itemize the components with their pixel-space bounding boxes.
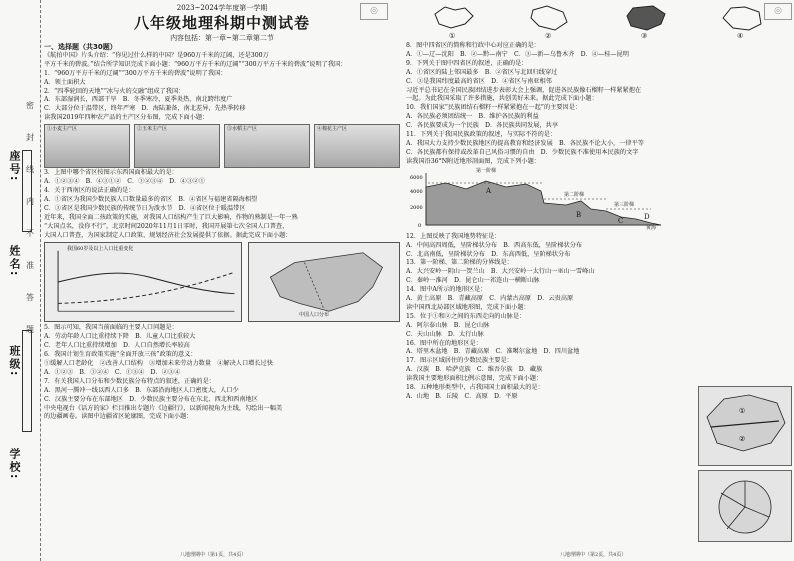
question-text: 11．下列关于我国民族政策的叙述，与实际不符的是： bbox=[406, 131, 557, 139]
map-caption: 中国人口分布 bbox=[299, 311, 330, 318]
profile-letter: D bbox=[644, 212, 650, 221]
question-text: 平方千米的碧波。”结合所学知识完成下面小题：“960万平方千米的辽阔”“300万平方千米的碧波”说明了我国： bbox=[44, 60, 347, 68]
question-text: A．①②③ B．①②④ C．①③④ D．②③④ bbox=[44, 368, 181, 376]
question-text: A．①省区的陆上邻国最多 B．②省区与北回归线穿过 bbox=[406, 68, 558, 76]
profile-letter: A bbox=[486, 186, 492, 195]
question-text: A．塔里木盆地 B．青藏高原 C．准噶尔盆地 D．四川盆地 bbox=[406, 348, 580, 356]
question-text: C．北高南低，呈阶梯状分布 D．东高西低，呈阶梯状分布 bbox=[406, 250, 571, 258]
province-outline-maps bbox=[406, 4, 790, 40]
svg-text:①: ① bbox=[739, 407, 746, 415]
stage-one-label: 第一阶梯 bbox=[476, 167, 497, 174]
page-footer: 八地理期中（第2页，共4页） bbox=[560, 552, 627, 558]
svg-text:6000: 6000 bbox=[410, 174, 423, 181]
binding-margin bbox=[0, 0, 41, 561]
question-text: A．东部湿润长，西部干旱 B．冬季寒冷，夏季炎热，南北跨纬度广 bbox=[44, 96, 233, 104]
question-text: ①缓解人口老龄化 ②改善人口结构 ③增加未来劳动力数量 ④解决人口增长过快 bbox=[44, 360, 273, 368]
population-line-chart bbox=[44, 242, 242, 322]
china-population-map bbox=[248, 242, 400, 322]
question-text: 12．上图反映了我国地势特征是： bbox=[406, 232, 501, 240]
question-text: C．汉族主要分布在东部地区 D．少数民族主要分布在东北、西北和西南地区 bbox=[44, 395, 258, 403]
question-text: “大国点名，没你不行”，北京时间2020年11月1日零时，我国开展第七次全国人口普查， bbox=[44, 222, 289, 230]
question-text: 14．图中A所示的地形区是： bbox=[406, 286, 487, 294]
profile-letter: C bbox=[618, 216, 624, 225]
question-text: 读我国沿36°N附近地形剖面图，完成下列小题： bbox=[406, 157, 540, 165]
svg-text:0: 0 bbox=[418, 222, 422, 229]
question-text: 读我国2019年四种农产品的主产区分布图，完成下面小题： bbox=[44, 114, 209, 122]
question-text: A．大兴安岭一阴山一贺兰山 B．大兴安岭一太行山一巫山一雪峰山 bbox=[406, 268, 595, 276]
question-text: 2．“四季轮回的天地”“冰与火的交融”组成了我国： bbox=[44, 87, 185, 95]
province-map: ① bbox=[431, 4, 477, 32]
question-text: 一起。为此我国采取了许多措施，共创美好未来。据此完成下面小题： bbox=[406, 95, 598, 103]
svg-text:2000: 2000 bbox=[410, 204, 423, 211]
crop-photo: ①小麦主产区 bbox=[44, 124, 130, 168]
question-text: A．汉族 B．哈萨克族 C．维吾尔族 D．藏族 bbox=[406, 366, 543, 374]
question-text: 习近平总书记在全国民族团结进步表彰大会上强调，促进各民族像石榴籽一样紧紧抱在 bbox=[406, 86, 642, 94]
question-text: A．①省区为我国少数民族人口数量最多的省区 B．④省区与福建省隔海相望 bbox=[44, 195, 258, 203]
question-text: C．天山山脉 D．太行山脉 bbox=[406, 330, 484, 338]
question-text: C．各民族要成为一个民族 D．各民族共同发展，共享 bbox=[406, 122, 559, 130]
question-text: A．①—辽—沈阳 B．②—黔—南宁 C．③—新—乌鲁木齐 D．④—桂—昆明 bbox=[406, 50, 629, 58]
province-map: ② bbox=[527, 4, 573, 32]
question-text: 3．上图中哪个省区按图示东西国面积最大的是： bbox=[44, 169, 178, 177]
question-text: 大国人口普查，为国家制定人口政策、规划经济社会发展提供了依据。据此完成下面小题： bbox=[44, 231, 292, 239]
crop-photo: ②玉米主产区 bbox=[134, 124, 220, 168]
question-text: A．黄土高原 B．青藏高原 C．内蒙古高原 D．云贵高原 bbox=[406, 295, 574, 303]
question-text: 7．有关我国人口分布和少数民族分布特点的叙述，正确的是： bbox=[44, 377, 215, 385]
crop-photo: ③水稻主产区 bbox=[224, 124, 310, 168]
question-text: C．老年人口比重持续增加 D．人口自然增长率较高 bbox=[44, 342, 190, 350]
crop-figures bbox=[44, 124, 400, 168]
question-text: 读中国西北局部区域地形图，完成下面小题： bbox=[406, 303, 530, 311]
profile-letter: B bbox=[576, 210, 582, 219]
question-text: C．大部分位于温带区，终年严寒 D．海陆兼备，南北差异，先热季转移 bbox=[44, 105, 246, 113]
terrain-profile bbox=[406, 169, 790, 231]
question-text: A．领土面积大 bbox=[44, 78, 86, 86]
question-text: 读我国主要地形面积比例示意图，完成下面小题： bbox=[406, 375, 543, 383]
question-text: A．阿尔泰山脉 B．昆仑山脉 bbox=[406, 321, 490, 329]
exam-title: 八年级地理科期中测试卷 bbox=[133, 14, 310, 32]
exam-header bbox=[44, 4, 400, 43]
question-text: 1．“960万平方千米的辽阔”“300万平方千米的碧波”说明了我国： bbox=[44, 69, 227, 77]
question-text: 10．我们国家“民族团结石榴籽一样紧紧抱在一起”的主要因是： bbox=[406, 104, 582, 112]
question-text: 15．位于①和②之间的东西走向的山脉是： bbox=[406, 312, 526, 320]
page-right bbox=[406, 4, 790, 402]
svg-text:4000: 4000 bbox=[410, 188, 423, 195]
school-label: 学校: bbox=[8, 448, 21, 481]
question-text: 9．下列关于图中四省区的叙述，正确的是： bbox=[406, 59, 528, 67]
province-map: ③ bbox=[623, 4, 669, 32]
question-text: 13．第一阶梯、第二阶梯的分界线是： bbox=[406, 259, 513, 267]
question-text: A．劳动年龄人口比重持续下降 B．儿童人口比重较大 bbox=[44, 333, 196, 341]
chart-caption: 我国60岁及以上人口比重变化 bbox=[67, 246, 134, 253]
school-year: 2023~2024学年度第一学期 bbox=[176, 4, 268, 12]
question-text: 中央电视台《话方的家》栏目推出专题片《边疆行》，以新闻视角为主线，勾绘出一幅美 bbox=[44, 404, 283, 412]
question-text: A．各民族必须团结统一 B．维护各民族的利益 bbox=[406, 113, 539, 121]
question-text: 18．五种地形类型中，占我国国土面积最大的是： bbox=[406, 384, 544, 392]
question-text: 16．图中所在的地形区是： bbox=[406, 339, 482, 347]
stage-two-label: 第二阶梯 bbox=[564, 191, 585, 198]
question-text: C．各民族都有保持或改革自己风俗习惯的自由 D．少数民族不准使用本民族的文字 bbox=[406, 148, 639, 156]
northwest-region-map bbox=[698, 386, 792, 466]
landform-pie-figure bbox=[698, 470, 792, 542]
population-figures bbox=[44, 242, 400, 322]
exam-scope: 内容包括：第一章~第二章第二节 bbox=[170, 34, 274, 42]
question-text: C．秦岭一淮河 D．昆仑山一祁连山一横断山脉 bbox=[406, 277, 540, 285]
question-text: 8．图中四省区的简称和行政中心对应正确的是： bbox=[406, 42, 540, 49]
question-text: A．中间高四周低，呈阶梯状分布 B．西高东低，呈阶梯状分布 bbox=[406, 241, 583, 249]
watermark-stamp: ◎ bbox=[764, 3, 792, 20]
seat-label: 座号: bbox=[8, 150, 21, 183]
question-text: 5．图示可知，我国当前面临的主要人口问题是： bbox=[44, 324, 178, 332]
page-left bbox=[44, 4, 400, 422]
question-text: A．黑河一腾冲一线以西人口多 B．东部沿海地区人口密度大，人口少 bbox=[44, 386, 239, 394]
question-text: C．③省区是我国少数民族的传统节日为泼水节 D．④省区位于暖温带区 bbox=[44, 204, 246, 212]
question-text: A．①②③④ B．④③①② C．①②③④ D．④③②① bbox=[44, 178, 206, 186]
name-label: 姓名: bbox=[8, 245, 21, 278]
question-text: 6．我国计划生育政策实施“全面开放三孩”政策的意义： bbox=[44, 351, 197, 359]
question-text: 《航拍中国》片头介绍：“你见过什么样的中国？是960万千米的辽阔，还是300万 bbox=[44, 51, 269, 59]
question-text: 4．关于西南区的说法正确的是： bbox=[44, 186, 135, 194]
stage-three-label: 第三阶梯 bbox=[614, 201, 635, 208]
question-text: A．我国大力支持少数民族地区的提高教育和经济发展 B．各民族不论大小，一律平等 bbox=[406, 139, 644, 147]
question-text: 17．图示区域居住的少数民族主要是： bbox=[406, 357, 513, 365]
watermark-stamp: ◎ bbox=[360, 3, 388, 20]
province-map: ④ bbox=[719, 4, 765, 32]
question-text: 的边疆画卷。读图中边疆省区轮廓图，完成下面小题： bbox=[44, 413, 193, 421]
crop-photo: ④棉花主产区 bbox=[314, 124, 400, 168]
page-footer: 八地理期中（第1页，共4页） bbox=[180, 552, 247, 558]
question-text: C．③是我国纬度最高的省区 D．④省区与南亚相邻 bbox=[406, 77, 552, 85]
section-heading: 一、选择题（共30题） bbox=[44, 43, 117, 51]
question-text: 近年来，我国全面二孩政策的实施，对我国人口结构产生了巨大影响，作物的熟制是一年一熟 bbox=[44, 213, 298, 221]
class-label: 班级: bbox=[8, 345, 21, 378]
question-text: A．山地 B．丘陵 C．高原 D．平原 bbox=[406, 393, 518, 400]
sea-label: 黄海 bbox=[646, 224, 657, 231]
svg-text:②: ② bbox=[739, 435, 746, 443]
seal-line-text: 密 封 线 内 不 准 答 题 bbox=[26, 101, 34, 334]
